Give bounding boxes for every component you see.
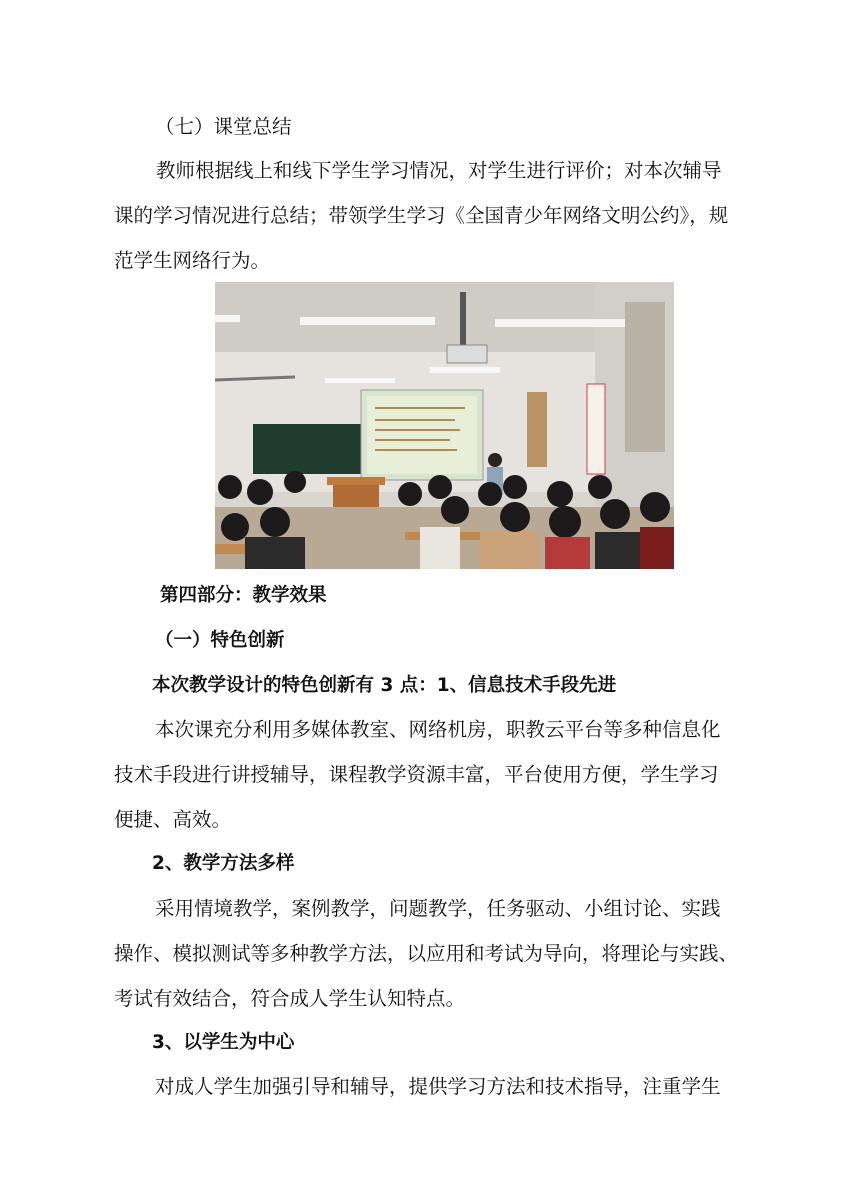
paragraph-line: 对成人学生加强引导和辅导，提供学习方法和技术指导，注重学生 <box>155 1075 721 1098</box>
sub-one-heading: （一）特色创新 <box>155 630 285 651</box>
part-four-heading: 第四部分：教学效果 <box>160 585 327 606</box>
feature-intro: 本次教学设计的特色创新有 3 点：1、信息技术手段先进 <box>152 675 617 696</box>
paragraph-line: 考试有效结合，符合成人学生认知特点。 <box>114 987 466 1010</box>
paragraph-line: 操作、模拟测试等多种教学方法，以应用和考试为导向，将理论与实践、 <box>114 942 739 965</box>
classroom-photo <box>215 282 674 569</box>
paragraph-line: 教师根据线上和线下学生学习情况，对学生进行评价；对本次辅导 <box>156 159 722 182</box>
paragraph-line: 课的学习情况进行总结；带领学生学习《全国青少年网络文明公约》，规 <box>114 204 729 227</box>
section-seven-heading: （七）课堂总结 <box>155 115 292 138</box>
paragraph-line: 采用情境教学，案例教学，问题教学，任务驱动、小组讨论、实践 <box>155 897 721 920</box>
paragraph-line: 本次课充分利用多媒体教室、网络机房，职教云平台等多种信息化 <box>155 718 721 741</box>
point-three-heading: 3、以学生为中心 <box>152 1032 295 1053</box>
paragraph-line: 范学生网络行为。 <box>114 249 271 272</box>
paragraph-line: 技术手段进行讲授辅导，课程教学资源丰富，平台使用方便，学生学习 <box>114 763 719 786</box>
paragraph-line: 便捷、高效。 <box>114 808 232 831</box>
point-two-heading: 2、教学方法多样 <box>152 853 295 874</box>
